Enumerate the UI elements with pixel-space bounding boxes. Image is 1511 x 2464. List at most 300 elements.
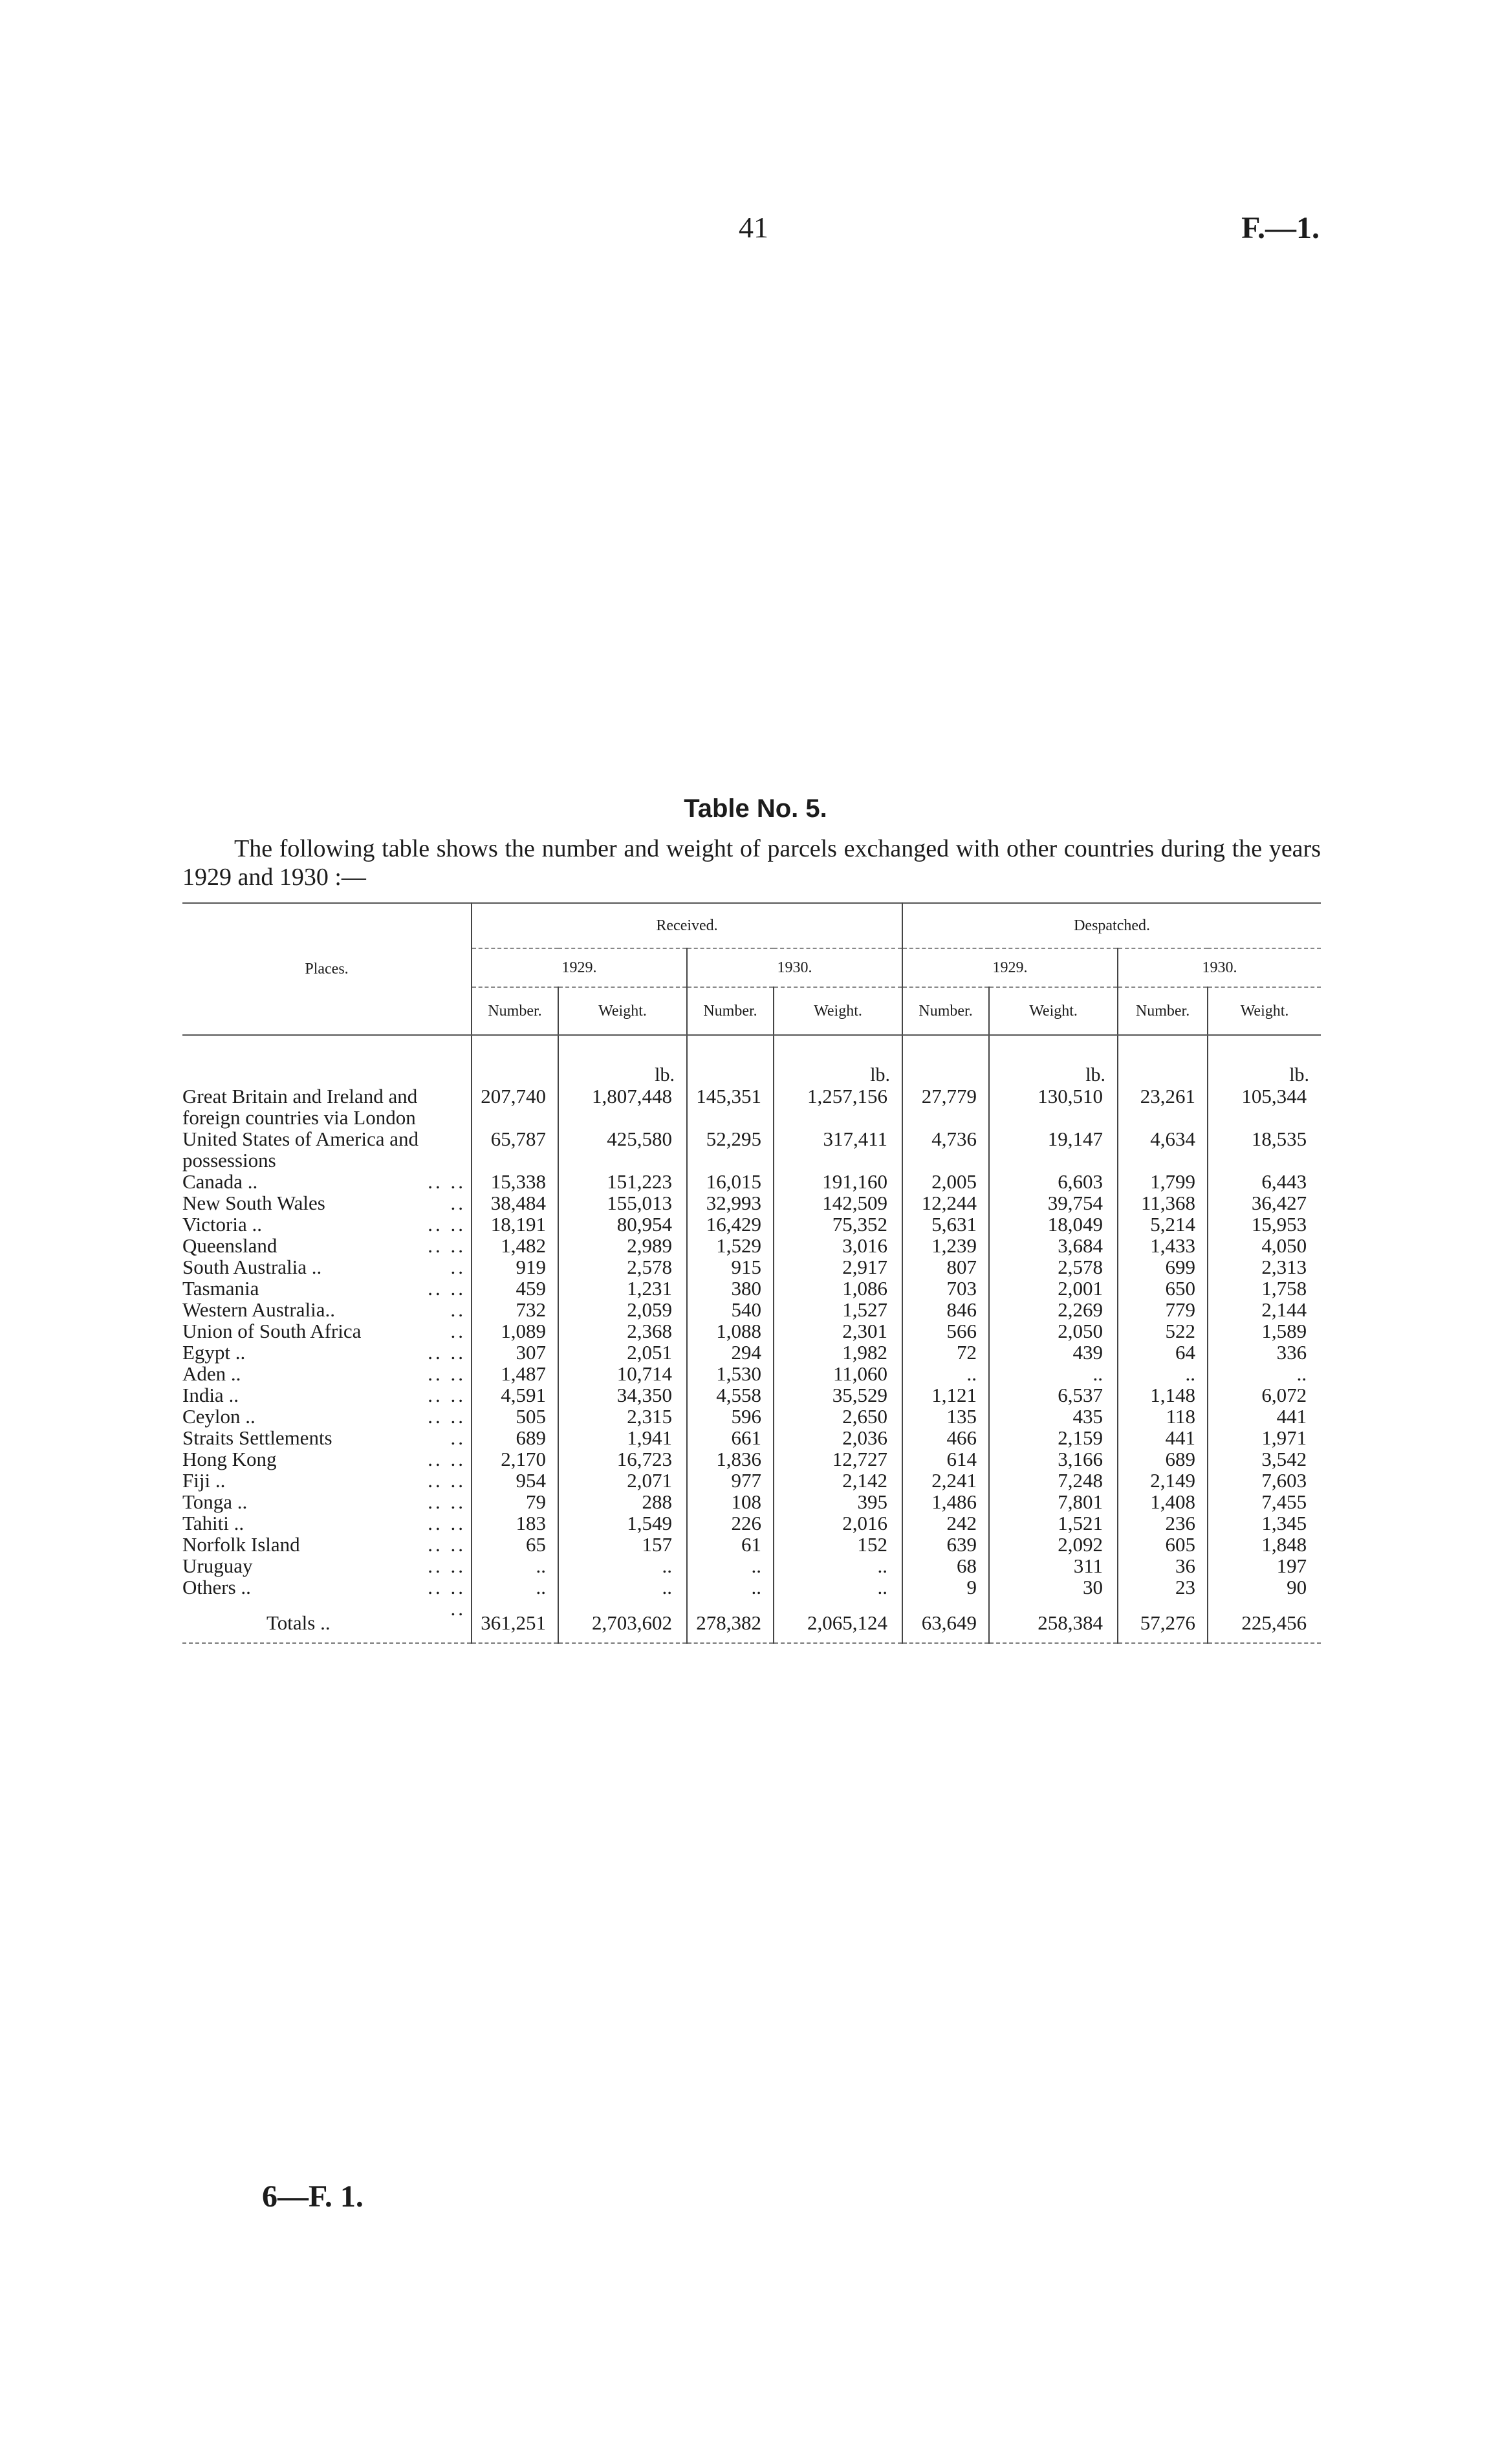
number-cell: 1,530 xyxy=(687,1363,774,1384)
number-cell: 505 xyxy=(472,1406,558,1427)
leader-dots: .. .. xyxy=(428,1277,466,1300)
leader-dots: .. .. xyxy=(428,1234,466,1257)
place-name: Norfolk Island xyxy=(182,1533,300,1556)
place-cell xyxy=(182,1534,472,1555)
number-cell: 650 xyxy=(1118,1278,1208,1299)
weight-cell: 12,727 xyxy=(774,1448,902,1470)
weight-cell: 2,269 xyxy=(989,1299,1118,1320)
weight-cell: 288 xyxy=(558,1491,687,1512)
weight-cell: 30 xyxy=(989,1576,1118,1598)
received-header: Received. xyxy=(472,903,902,948)
number-cell: 12,244 xyxy=(902,1192,989,1214)
number-cell: 72 xyxy=(902,1342,989,1363)
number-cell: 1,799 xyxy=(1118,1171,1208,1192)
weight-cell: 336 xyxy=(1208,1342,1321,1363)
leader-dots: .. xyxy=(450,1426,466,1449)
place-name: Ceylon .. xyxy=(182,1405,255,1428)
number-cell: 380 xyxy=(687,1278,774,1299)
weight-cell: 1,521 xyxy=(989,1512,1118,1534)
number-cell: 2,149 xyxy=(1118,1470,1208,1491)
leader-dots: .. .. xyxy=(428,1170,466,1193)
number-cell: 4,634 xyxy=(1118,1128,1208,1171)
place-cell xyxy=(182,1491,472,1512)
weight-cell: 191,160 xyxy=(774,1171,902,1192)
number-cell: 1,408 xyxy=(1118,1491,1208,1512)
number-cell: 1,121 xyxy=(902,1384,989,1406)
place-name: Victoria .. xyxy=(182,1213,262,1236)
weight-cell: 152 xyxy=(774,1534,902,1555)
table-row xyxy=(182,1534,1321,1555)
number-cell: 16,429 xyxy=(687,1214,774,1235)
totals-cell: 278,382 xyxy=(687,1598,774,1643)
number-cell: 919 xyxy=(472,1256,558,1278)
weight-cell: 18,535 xyxy=(1208,1128,1321,1171)
table-row xyxy=(182,1085,1321,1128)
number-cell: 459 xyxy=(472,1278,558,1299)
number-cell: 52,295 xyxy=(687,1128,774,1171)
weight-cell: 1,941 xyxy=(558,1427,687,1448)
number-cell: 732 xyxy=(472,1299,558,1320)
weight-cell: 1,549 xyxy=(558,1512,687,1534)
weight-cell: 2,301 xyxy=(774,1320,902,1342)
weight-cell: 7,801 xyxy=(989,1491,1118,1512)
number-cell: 596 xyxy=(687,1406,774,1427)
number-cell: 32,993 xyxy=(687,1192,774,1214)
despatched-header: Despatched. xyxy=(902,903,1321,948)
weight-cell: 130,510 xyxy=(989,1085,1118,1128)
number-cell: 1,529 xyxy=(687,1235,774,1256)
page-number: 41 xyxy=(739,211,768,244)
number-cell: 4,736 xyxy=(902,1128,989,1171)
number-cell: .. xyxy=(1118,1363,1208,1384)
number-cell: 4,591 xyxy=(472,1384,558,1406)
intro-text: The following table shows the number and weight of parcels exchanged with other countries during the years 1929 and 1930 :— xyxy=(182,835,1321,891)
place-cell xyxy=(182,1384,472,1406)
weight-cell: 15,953 xyxy=(1208,1214,1321,1235)
number-header: Number. xyxy=(902,987,989,1035)
place-name: Others .. xyxy=(182,1576,251,1598)
place-name: Uruguay xyxy=(182,1554,253,1577)
number-cell: 64 xyxy=(1118,1342,1208,1363)
place-name: Aden .. xyxy=(182,1362,241,1385)
weight-cell: 1,758 xyxy=(1208,1278,1321,1299)
number-cell: 954 xyxy=(472,1470,558,1491)
weight-cell: 157 xyxy=(558,1534,687,1555)
number-cell: 236 xyxy=(1118,1512,1208,1534)
weight-cell: .. xyxy=(558,1555,687,1576)
table-row xyxy=(182,1171,1321,1192)
number-cell: 566 xyxy=(902,1320,989,1342)
number-cell: 699 xyxy=(1118,1256,1208,1278)
number-cell: 540 xyxy=(687,1299,774,1320)
number-cell: 23,261 xyxy=(1118,1085,1208,1128)
weight-cell: 155,013 xyxy=(558,1192,687,1214)
table-row xyxy=(182,1363,1321,1384)
place-name: Tonga .. xyxy=(182,1490,248,1513)
table-row xyxy=(182,1555,1321,1576)
place-name: Canada .. xyxy=(182,1170,258,1193)
totals-cell: 225,456 xyxy=(1208,1598,1321,1643)
number-cell: 605 xyxy=(1118,1534,1208,1555)
number-cell: 846 xyxy=(902,1299,989,1320)
number-cell: 5,214 xyxy=(1118,1214,1208,1235)
number-cell: .. xyxy=(687,1555,774,1576)
weight-cell: 2,001 xyxy=(989,1278,1118,1299)
totals-label-cell xyxy=(182,1598,472,1643)
weight-cell: 34,350 xyxy=(558,1384,687,1406)
number-cell: 65,787 xyxy=(472,1128,558,1171)
place-cell xyxy=(182,1576,472,1598)
number-cell: 689 xyxy=(1118,1448,1208,1470)
totals-cell: 2,065,124 xyxy=(774,1598,902,1643)
place-name: Western Australia.. xyxy=(182,1298,335,1321)
table-body xyxy=(182,1035,1321,1598)
weight-cell: 4,050 xyxy=(1208,1235,1321,1256)
weight-cell: 1,345 xyxy=(1208,1512,1321,1534)
weight-cell: 105,344 xyxy=(1208,1085,1321,1128)
year-header: 1929. xyxy=(902,948,1118,987)
weight-cell: 1,257,156 xyxy=(774,1085,902,1128)
weight-cell: 2,578 xyxy=(558,1256,687,1278)
weight-cell: 1,231 xyxy=(558,1278,687,1299)
number-cell: 1,836 xyxy=(687,1448,774,1470)
table-title: Table No. 5. xyxy=(684,794,827,823)
number-cell: 779 xyxy=(1118,1299,1208,1320)
year-header: 1930. xyxy=(1118,948,1321,987)
leader-dots: .. .. xyxy=(428,1469,466,1492)
totals-label: Totals .. xyxy=(266,1611,331,1634)
leader-dots: .. .. xyxy=(428,1213,466,1236)
weight-cell: .. xyxy=(558,1576,687,1598)
place-name: Tasmania xyxy=(182,1277,259,1300)
weight-cell: 439 xyxy=(989,1342,1118,1363)
place-cell xyxy=(182,1256,472,1278)
leader-dots: .. xyxy=(450,1298,466,1321)
number-cell: 18,191 xyxy=(472,1214,558,1235)
header-group-row xyxy=(182,903,1321,948)
place-cell xyxy=(182,1470,472,1491)
place-cell xyxy=(182,1427,472,1448)
number-cell: 36 xyxy=(1118,1555,1208,1576)
weight-cell: 2,142 xyxy=(774,1470,902,1491)
weight-cell: 1,589 xyxy=(1208,1320,1321,1342)
weight-cell: 90 xyxy=(1208,1576,1321,1598)
parcels-table xyxy=(182,902,1321,1646)
number-cell: 639 xyxy=(902,1534,989,1555)
number-cell: 226 xyxy=(687,1512,774,1534)
weight-cell: 35,529 xyxy=(774,1384,902,1406)
table-intro xyxy=(182,834,1321,891)
table-row xyxy=(182,1342,1321,1363)
weight-cell: .. xyxy=(989,1363,1118,1384)
leader-dots: .. .. xyxy=(428,1405,466,1428)
weight-cell: 2,368 xyxy=(558,1320,687,1342)
weight-cell: 7,248 xyxy=(989,1470,1118,1491)
weight-cell: 2,092 xyxy=(989,1534,1118,1555)
number-cell: 242 xyxy=(902,1512,989,1534)
page-reference: F.—1. xyxy=(1241,211,1320,245)
number-cell: 703 xyxy=(902,1278,989,1299)
number-cell: 1,487 xyxy=(472,1363,558,1384)
weight-cell: 2,315 xyxy=(558,1406,687,1427)
place-name: India .. xyxy=(182,1384,239,1406)
leader-dots: .. .. xyxy=(428,1384,466,1406)
weight-cell: 75,352 xyxy=(774,1214,902,1235)
bottom-rule xyxy=(182,1643,1321,1646)
weight-cell: 2,016 xyxy=(774,1512,902,1534)
places-header: Places. xyxy=(182,903,472,1035)
weight-cell: 2,989 xyxy=(558,1235,687,1256)
weight-header: Weight. xyxy=(558,987,687,1035)
number-cell: 522 xyxy=(1118,1320,1208,1342)
number-cell: 118 xyxy=(1118,1406,1208,1427)
weight-cell: 6,072 xyxy=(1208,1384,1321,1406)
leader-dots: .. .. xyxy=(428,1576,466,1598)
weight-cell: 425,580 xyxy=(558,1128,687,1171)
weight-cell: 39,754 xyxy=(989,1192,1118,1214)
number-cell: 2,005 xyxy=(902,1171,989,1192)
number-cell: 1,088 xyxy=(687,1320,774,1342)
weight-cell: 36,427 xyxy=(1208,1192,1321,1214)
number-cell: 1,239 xyxy=(902,1235,989,1256)
place-cell xyxy=(182,1555,472,1576)
weight-cell: 1,807,448 xyxy=(558,1085,687,1128)
weight-cell: 1,848 xyxy=(1208,1534,1321,1555)
totals-cell: 63,649 xyxy=(902,1598,989,1643)
number-cell: 1,148 xyxy=(1118,1384,1208,1406)
number-header: Number. xyxy=(472,987,558,1035)
place-cell xyxy=(182,1342,472,1363)
totals-cell: 258,384 xyxy=(989,1598,1118,1643)
number-cell: .. xyxy=(902,1363,989,1384)
place-cell xyxy=(182,1363,472,1384)
weight-cell: 2,144 xyxy=(1208,1299,1321,1320)
number-cell: 4,558 xyxy=(687,1384,774,1406)
unit-label: lb. xyxy=(774,1035,902,1085)
place-cell xyxy=(182,1512,472,1534)
number-cell: 27,779 xyxy=(902,1085,989,1128)
table-row xyxy=(182,1427,1321,1448)
unit-label: lb. xyxy=(989,1035,1118,1085)
weight-cell: 2,917 xyxy=(774,1256,902,1278)
number-cell: 661 xyxy=(687,1427,774,1448)
year-header: 1930. xyxy=(687,948,902,987)
place-cell xyxy=(182,1214,472,1235)
number-cell: 15,338 xyxy=(472,1171,558,1192)
number-cell: 61 xyxy=(687,1534,774,1555)
number-header: Number. xyxy=(687,987,774,1035)
place-name: New South Wales xyxy=(182,1192,325,1214)
weight-cell: 2,071 xyxy=(558,1470,687,1491)
weight-cell: 3,542 xyxy=(1208,1448,1321,1470)
number-cell: 38,484 xyxy=(472,1192,558,1214)
table-row xyxy=(182,1128,1321,1171)
number-cell: 307 xyxy=(472,1342,558,1363)
table-row xyxy=(182,1384,1321,1406)
number-cell: 135 xyxy=(902,1406,989,1427)
number-cell: 65 xyxy=(472,1534,558,1555)
number-cell: 1,486 xyxy=(902,1491,989,1512)
number-cell: 1,482 xyxy=(472,1235,558,1256)
number-cell: 9 xyxy=(902,1576,989,1598)
leader-dots: .. .. xyxy=(428,1448,466,1470)
totals-cell: 2,703,602 xyxy=(558,1598,687,1643)
weight-cell: 2,059 xyxy=(558,1299,687,1320)
number-cell: .. xyxy=(687,1576,774,1598)
number-cell: 614 xyxy=(902,1448,989,1470)
place-cell xyxy=(182,1448,472,1470)
weight-cell: 6,603 xyxy=(989,1171,1118,1192)
weight-cell: 19,147 xyxy=(989,1128,1118,1171)
weight-cell: 2,313 xyxy=(1208,1256,1321,1278)
number-cell: 2,170 xyxy=(472,1448,558,1470)
weight-cell: 2,159 xyxy=(989,1427,1118,1448)
leader-dots: .. xyxy=(450,1597,466,1620)
weight-cell: .. xyxy=(774,1576,902,1598)
table-row xyxy=(182,1256,1321,1278)
weight-cell: 317,411 xyxy=(774,1128,902,1171)
weight-cell: 435 xyxy=(989,1406,1118,1427)
place-name: United States of America and possessions xyxy=(182,1128,419,1172)
place-name: South Australia .. xyxy=(182,1256,322,1278)
table-row xyxy=(182,1576,1321,1598)
totals-row xyxy=(182,1598,1321,1643)
weight-cell: 1,971 xyxy=(1208,1427,1321,1448)
place-cell xyxy=(182,1192,472,1214)
table-row xyxy=(182,1512,1321,1534)
place-cell xyxy=(182,1406,472,1427)
place-name: Hong Kong xyxy=(182,1448,277,1470)
weight-cell: 6,537 xyxy=(989,1384,1118,1406)
weight-cell: 3,016 xyxy=(774,1235,902,1256)
year-header: 1929. xyxy=(472,948,687,987)
weight-cell: 10,714 xyxy=(558,1363,687,1384)
number-cell: 68 xyxy=(902,1555,989,1576)
weight-header: Weight. xyxy=(774,987,902,1035)
number-cell: .. xyxy=(472,1576,558,1598)
weight-cell: .. xyxy=(1208,1363,1321,1384)
number-cell: 207,740 xyxy=(472,1085,558,1128)
number-cell: .. xyxy=(472,1555,558,1576)
table-row xyxy=(182,1406,1321,1427)
number-cell: 689 xyxy=(472,1427,558,1448)
number-cell: 5,631 xyxy=(902,1214,989,1235)
weight-cell: 7,603 xyxy=(1208,1470,1321,1491)
place-name: Queensland xyxy=(182,1234,277,1257)
place-cell xyxy=(182,1320,472,1342)
weight-cell: 2,050 xyxy=(989,1320,1118,1342)
leader-dots: .. .. xyxy=(428,1554,466,1577)
number-cell: 441 xyxy=(1118,1427,1208,1448)
number-cell: 2,241 xyxy=(902,1470,989,1491)
number-cell: 807 xyxy=(902,1256,989,1278)
weight-cell: 395 xyxy=(774,1491,902,1512)
number-cell: 466 xyxy=(902,1427,989,1448)
place-cell xyxy=(182,1299,472,1320)
unit-row xyxy=(182,1035,1321,1085)
weight-cell: 1,527 xyxy=(774,1299,902,1320)
weight-cell: 11,060 xyxy=(774,1363,902,1384)
place-name: Egypt .. xyxy=(182,1341,246,1364)
table-row xyxy=(182,1491,1321,1512)
place-name: Union of South Africa xyxy=(182,1320,362,1342)
table-row xyxy=(182,1214,1321,1235)
number-cell: 16,015 xyxy=(687,1171,774,1192)
place-name: Tahiti .. xyxy=(182,1512,245,1534)
leader-dots: .. .. xyxy=(428,1533,466,1556)
weight-cell: 6,443 xyxy=(1208,1171,1321,1192)
weight-cell: 7,455 xyxy=(1208,1491,1321,1512)
place-cell xyxy=(182,1278,472,1299)
place-cell xyxy=(182,1235,472,1256)
leader-dots: .. xyxy=(450,1256,466,1278)
number-header: Number. xyxy=(1118,987,1208,1035)
totals-cell: 361,251 xyxy=(472,1598,558,1643)
table-row xyxy=(182,1278,1321,1299)
page-footer: 6—F. 1. xyxy=(262,2179,364,2214)
place-name: Great Britain and Ireland and foreign countries via London xyxy=(182,1085,418,1129)
weight-cell: 197 xyxy=(1208,1555,1321,1576)
number-cell: 294 xyxy=(687,1342,774,1363)
number-cell: 915 xyxy=(687,1256,774,1278)
weight-cell: 142,509 xyxy=(774,1192,902,1214)
table-row xyxy=(182,1320,1321,1342)
weight-cell: 18,049 xyxy=(989,1214,1118,1235)
number-cell: 11,368 xyxy=(1118,1192,1208,1214)
leader-dots: .. .. xyxy=(428,1512,466,1534)
totals-cell: 57,276 xyxy=(1118,1598,1208,1643)
weight-header: Weight. xyxy=(1208,987,1321,1035)
weight-cell: 441 xyxy=(1208,1406,1321,1427)
weight-cell: .. xyxy=(774,1555,902,1576)
weight-header: Weight. xyxy=(989,987,1118,1035)
number-cell: 1,089 xyxy=(472,1320,558,1342)
number-cell: 183 xyxy=(472,1512,558,1534)
leader-dots: .. xyxy=(450,1320,466,1342)
weight-cell: 2,051 xyxy=(558,1342,687,1363)
weight-cell: 311 xyxy=(989,1555,1118,1576)
number-cell: 108 xyxy=(687,1491,774,1512)
weight-cell: 3,166 xyxy=(989,1448,1118,1470)
weight-cell: 1,086 xyxy=(774,1278,902,1299)
place-name: Straits Settlements xyxy=(182,1426,332,1449)
table-row xyxy=(182,1299,1321,1320)
number-cell: 79 xyxy=(472,1491,558,1512)
table-row xyxy=(182,1235,1321,1256)
unit-label: lb. xyxy=(558,1035,687,1085)
place-cell xyxy=(182,1085,472,1128)
weight-cell: 151,223 xyxy=(558,1171,687,1192)
leader-dots: .. .. xyxy=(428,1341,466,1364)
weight-cell: 2,578 xyxy=(989,1256,1118,1278)
unit-label: lb. xyxy=(1208,1035,1321,1085)
place-name: Fiji .. xyxy=(182,1469,226,1492)
weight-cell: 80,954 xyxy=(558,1214,687,1235)
weight-cell: 2,650 xyxy=(774,1406,902,1427)
weight-cell: 1,982 xyxy=(774,1342,902,1363)
weight-cell: 3,684 xyxy=(989,1235,1118,1256)
weight-cell: 2,036 xyxy=(774,1427,902,1448)
table-row xyxy=(182,1192,1321,1214)
table-row xyxy=(182,1470,1321,1491)
leader-dots: .. xyxy=(450,1192,466,1214)
leader-dots: .. .. xyxy=(428,1490,466,1513)
place-cell xyxy=(182,1171,472,1192)
leader-dots: .. .. xyxy=(428,1362,466,1385)
number-cell: 977 xyxy=(687,1470,774,1491)
number-cell: 145,351 xyxy=(687,1085,774,1128)
number-cell: 1,433 xyxy=(1118,1235,1208,1256)
